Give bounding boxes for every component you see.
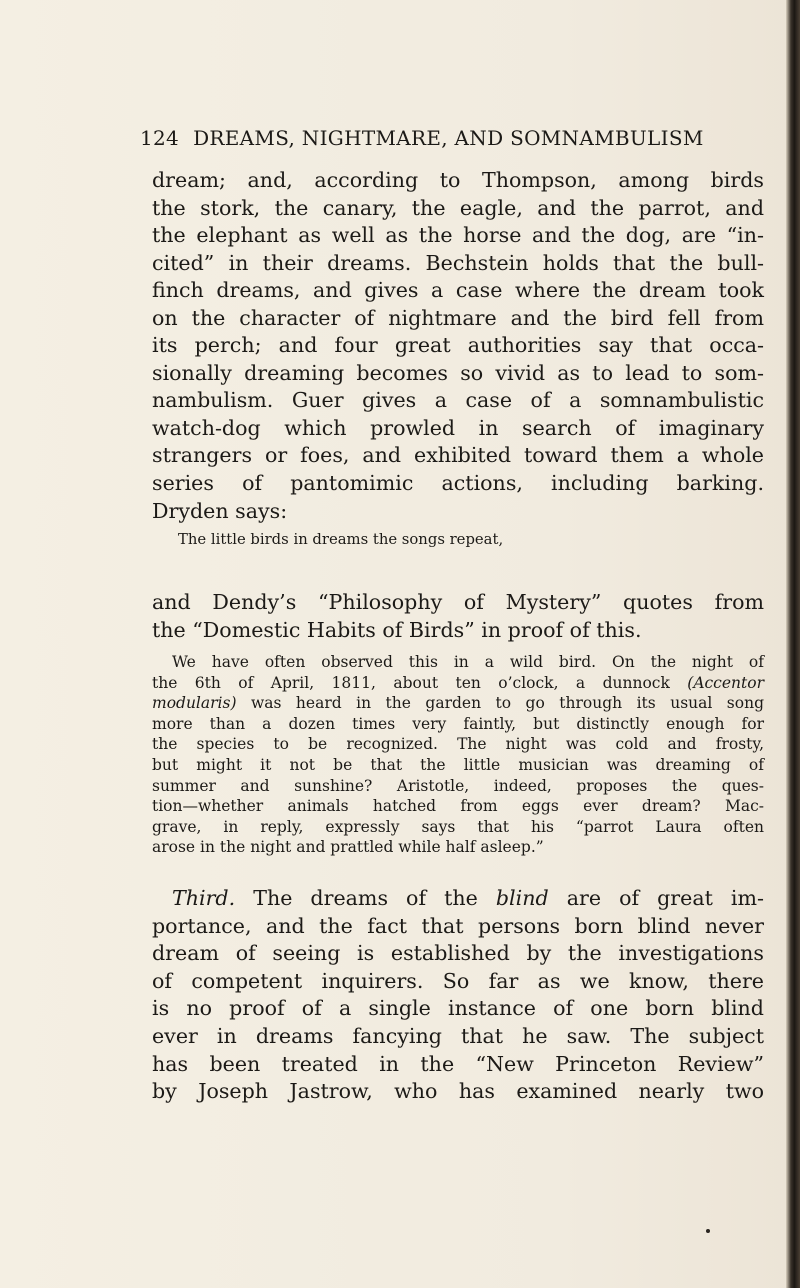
text-line: is no proof of a single instance of one born blind: [152, 996, 764, 1021]
text-line: nambulism. Guer gives a case of a somnambulistic: [152, 388, 764, 413]
emphasis: blind: [495, 886, 549, 910]
text-line: strangers or foes, and exhibited toward them a whole: [152, 443, 764, 468]
text-line: its perch; and four great authorities say that occa-: [152, 333, 764, 358]
text-line: dream of seeing is established by the investigations: [152, 941, 764, 966]
text-line: of competent inquirers. So far as we know, there: [152, 968, 764, 993]
quote-text: was heard in the garden to go through its usual song: [236, 694, 764, 713]
quote-line: [152, 673, 764, 694]
text-run: The dreams of the: [235, 886, 496, 910]
text-line: and Dendy’s “Philosophy of Mystery” quotes from: [152, 590, 764, 614]
quote-line: tion—whether animals hatched from eggs ever dream? Mac-: [152, 797, 764, 816]
species-name: modularis): [152, 694, 237, 713]
quote-text: the 6th of April, 1811, about ten o’clock, a dunnock: [152, 673, 688, 692]
text-line: Dryden says:: [152, 498, 288, 523]
quote-line: We have often observed this in a wild bird. On the night of: [172, 653, 764, 671]
running-head: [140, 126, 760, 150]
text-line: ever in dreams fancying that he saw. The subject: [152, 1023, 764, 1048]
book-spine-edge: [786, 0, 800, 1288]
paragraph-dendy: [152, 589, 764, 644]
text-line: dream; and, according to Thompson, among birds: [152, 168, 764, 192]
quote-line: the species to be recognized. The night was cold and frosty,: [152, 735, 764, 754]
text-run: are of great im-: [548, 886, 764, 910]
text-line: watch-dog which prowled in search of imaginary: [152, 415, 764, 440]
quote-line: grave, in reply, expressly says that his “parrot Laura often: [152, 817, 764, 836]
quote-line: arose in the night and prattled while half asleep.”: [152, 838, 544, 857]
species-name: (Accentor: [687, 673, 764, 692]
running-title: DREAMS, NIGHTMARE, AND SOMNAMBULISM: [193, 126, 704, 150]
text-line: [152, 885, 764, 913]
text-line: by Joseph Jastrow, who has examined nearly two: [152, 1079, 764, 1104]
quote-line: more than a dozen times very faintly, but distinctly enough for: [152, 714, 764, 733]
text-line: cited” in their dreams. Bechstein holds that the bull-: [152, 250, 764, 275]
verse-quotation: The little birds in dreams the songs repeat,: [178, 531, 504, 548]
text-line: the elephant as well as the horse and the dog, are “in-: [152, 223, 764, 248]
text-line: series of pantomimic actions, including barking.: [152, 471, 764, 496]
quote-line: summer and sunshine? Aristotle, indeed, proposes the ques-: [152, 776, 764, 795]
text-line: portance, and the fact that persons born blind never: [152, 913, 764, 938]
text-line: sionally dreaming becomes so vivid as to lead to som-: [152, 360, 764, 385]
page-number: 124: [140, 126, 180, 150]
quote-line: [152, 693, 764, 714]
paragraph-birds-dreaming: [152, 167, 764, 525]
text-line: finch dreams, and gives a case where the dream took: [152, 278, 764, 303]
paragraph-blind-dreams: [152, 885, 764, 1106]
text-line: has been treated in the “New Princeton Review”: [152, 1051, 764, 1076]
text-line: the “Domestic Habits of Birds” in proof of this.: [152, 617, 642, 642]
block-quotation: [152, 652, 764, 858]
quote-line: but might it not be that the little musician was dreaming of: [152, 755, 764, 774]
ink-speck: [706, 1229, 710, 1233]
section-label: Third.: [172, 886, 236, 910]
text-line: the stork, the canary, the eagle, and the parrot, and: [152, 195, 764, 220]
text-line: on the character of nightmare and the bird fell from: [152, 305, 764, 330]
